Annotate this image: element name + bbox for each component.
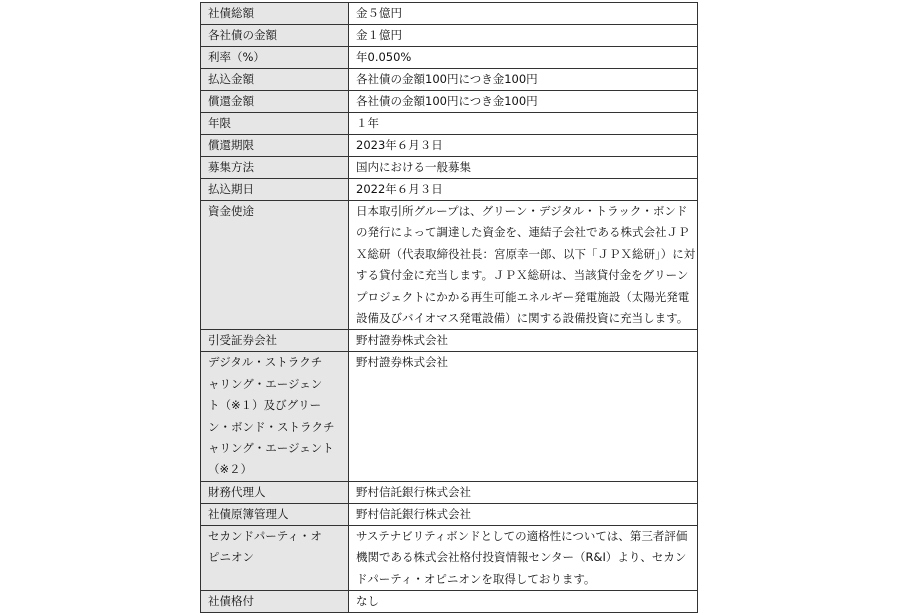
row-value: 2023年６月３日: [349, 135, 698, 157]
text-line: ト（※１）及びグリー: [208, 398, 322, 413]
row-value: 2022年６月３日: [349, 179, 698, 201]
table-row: [201, 503, 698, 525]
table-row: [201, 47, 698, 69]
text-line: ャリング・エージェント: [208, 441, 334, 456]
row-label: [201, 352, 349, 481]
text-line: （※２）: [208, 462, 253, 477]
table-row: [201, 25, 698, 47]
row-value: 野村證券株式会社: [349, 330, 698, 352]
text-line: 日本取引所グループは、グリーン・デジタル・トラック・ボンド: [356, 204, 688, 218]
table-row: [201, 481, 698, 503]
table-row: [201, 525, 698, 590]
row-value: なし: [349, 591, 698, 613]
table-row: [201, 179, 698, 201]
row-value: 野村信託銀行株式会社: [349, 503, 698, 525]
row-label: 年限: [201, 113, 349, 135]
row-label: 財務代理人: [201, 481, 349, 503]
text-line: 設備及びバイオマス発電設備）に関する設備投資に充当します。: [356, 311, 689, 326]
row-value: 野村信託銀行株式会社: [349, 481, 698, 503]
row-label: 資金使途: [201, 201, 349, 330]
table-row: [201, 330, 698, 352]
text-line: する貸付金に充当します。ＪＰＸ総研は、当該貸付金をグリーン: [356, 268, 689, 283]
row-label: [201, 525, 349, 590]
text-line: デジタル・ストラクチ: [208, 355, 323, 370]
row-value: [349, 525, 698, 590]
table-row: [201, 113, 698, 135]
row-value: 金１億円: [349, 25, 698, 47]
row-label: 払込期日: [201, 179, 349, 201]
table-row: [201, 201, 698, 330]
text-line: 機関である株式会社格付投資情報センター（R&I）より、セカン: [356, 550, 687, 565]
row-value: 金５億円: [349, 3, 698, 25]
text-line: ドパーティ・オピニオンを取得しております。: [356, 571, 596, 586]
row-value: 各社債の金額100円につき金100円: [349, 69, 698, 91]
row-label: 募集方法: [201, 157, 349, 179]
row-value: 各社債の金額100円につき金100円: [349, 91, 698, 113]
row-value: 野村證券株式会社: [349, 352, 698, 481]
row-label: 利率（%）: [201, 47, 349, 69]
row-value: 国内における一般募集: [349, 157, 698, 179]
row-label: 社債総額: [201, 3, 349, 25]
table-row: [201, 591, 698, 613]
table-row: [201, 352, 698, 481]
text-line: ピニオン: [208, 550, 254, 565]
table-row: [201, 135, 698, 157]
row-label: 払込金額: [201, 69, 349, 91]
text-line: Ｘ総研（代表取締役社長：宮原幸一郎、以下「ＪＰＸ総研」）に対: [356, 246, 696, 261]
text-line: ャリング・エージェン: [208, 376, 323, 391]
text-line: の発行によって調達した資金を、連結子会社である株式会社ＪＰ: [356, 225, 690, 240]
row-label: 社債格付: [201, 591, 349, 613]
row-value: １年: [349, 113, 698, 135]
row-label: 各社債の金額: [201, 25, 349, 47]
row-label: 償還期限: [201, 135, 349, 157]
table-row: [201, 3, 698, 25]
row-label: 償還金額: [201, 91, 349, 113]
table-row: [201, 69, 698, 91]
row-value: 年0.050%: [349, 47, 698, 69]
bond-terms-table: [200, 2, 698, 613]
row-label: 社債原簿管理人: [201, 503, 349, 525]
table-row: [201, 91, 698, 113]
text-line: サステナビリティボンドとしての適格性については、第三者評価: [356, 528, 688, 543]
row-label: 引受証券会社: [201, 330, 349, 352]
text-line: プロジェクトにかかる再生可能エネルギー発電施設（太陽光発電: [356, 289, 690, 304]
table-row: [201, 157, 698, 179]
row-value: [349, 201, 698, 330]
text-line: セカンドパーティ・オ: [208, 528, 322, 543]
text-line: ン・ボンド・ストラクチ: [208, 419, 335, 434]
